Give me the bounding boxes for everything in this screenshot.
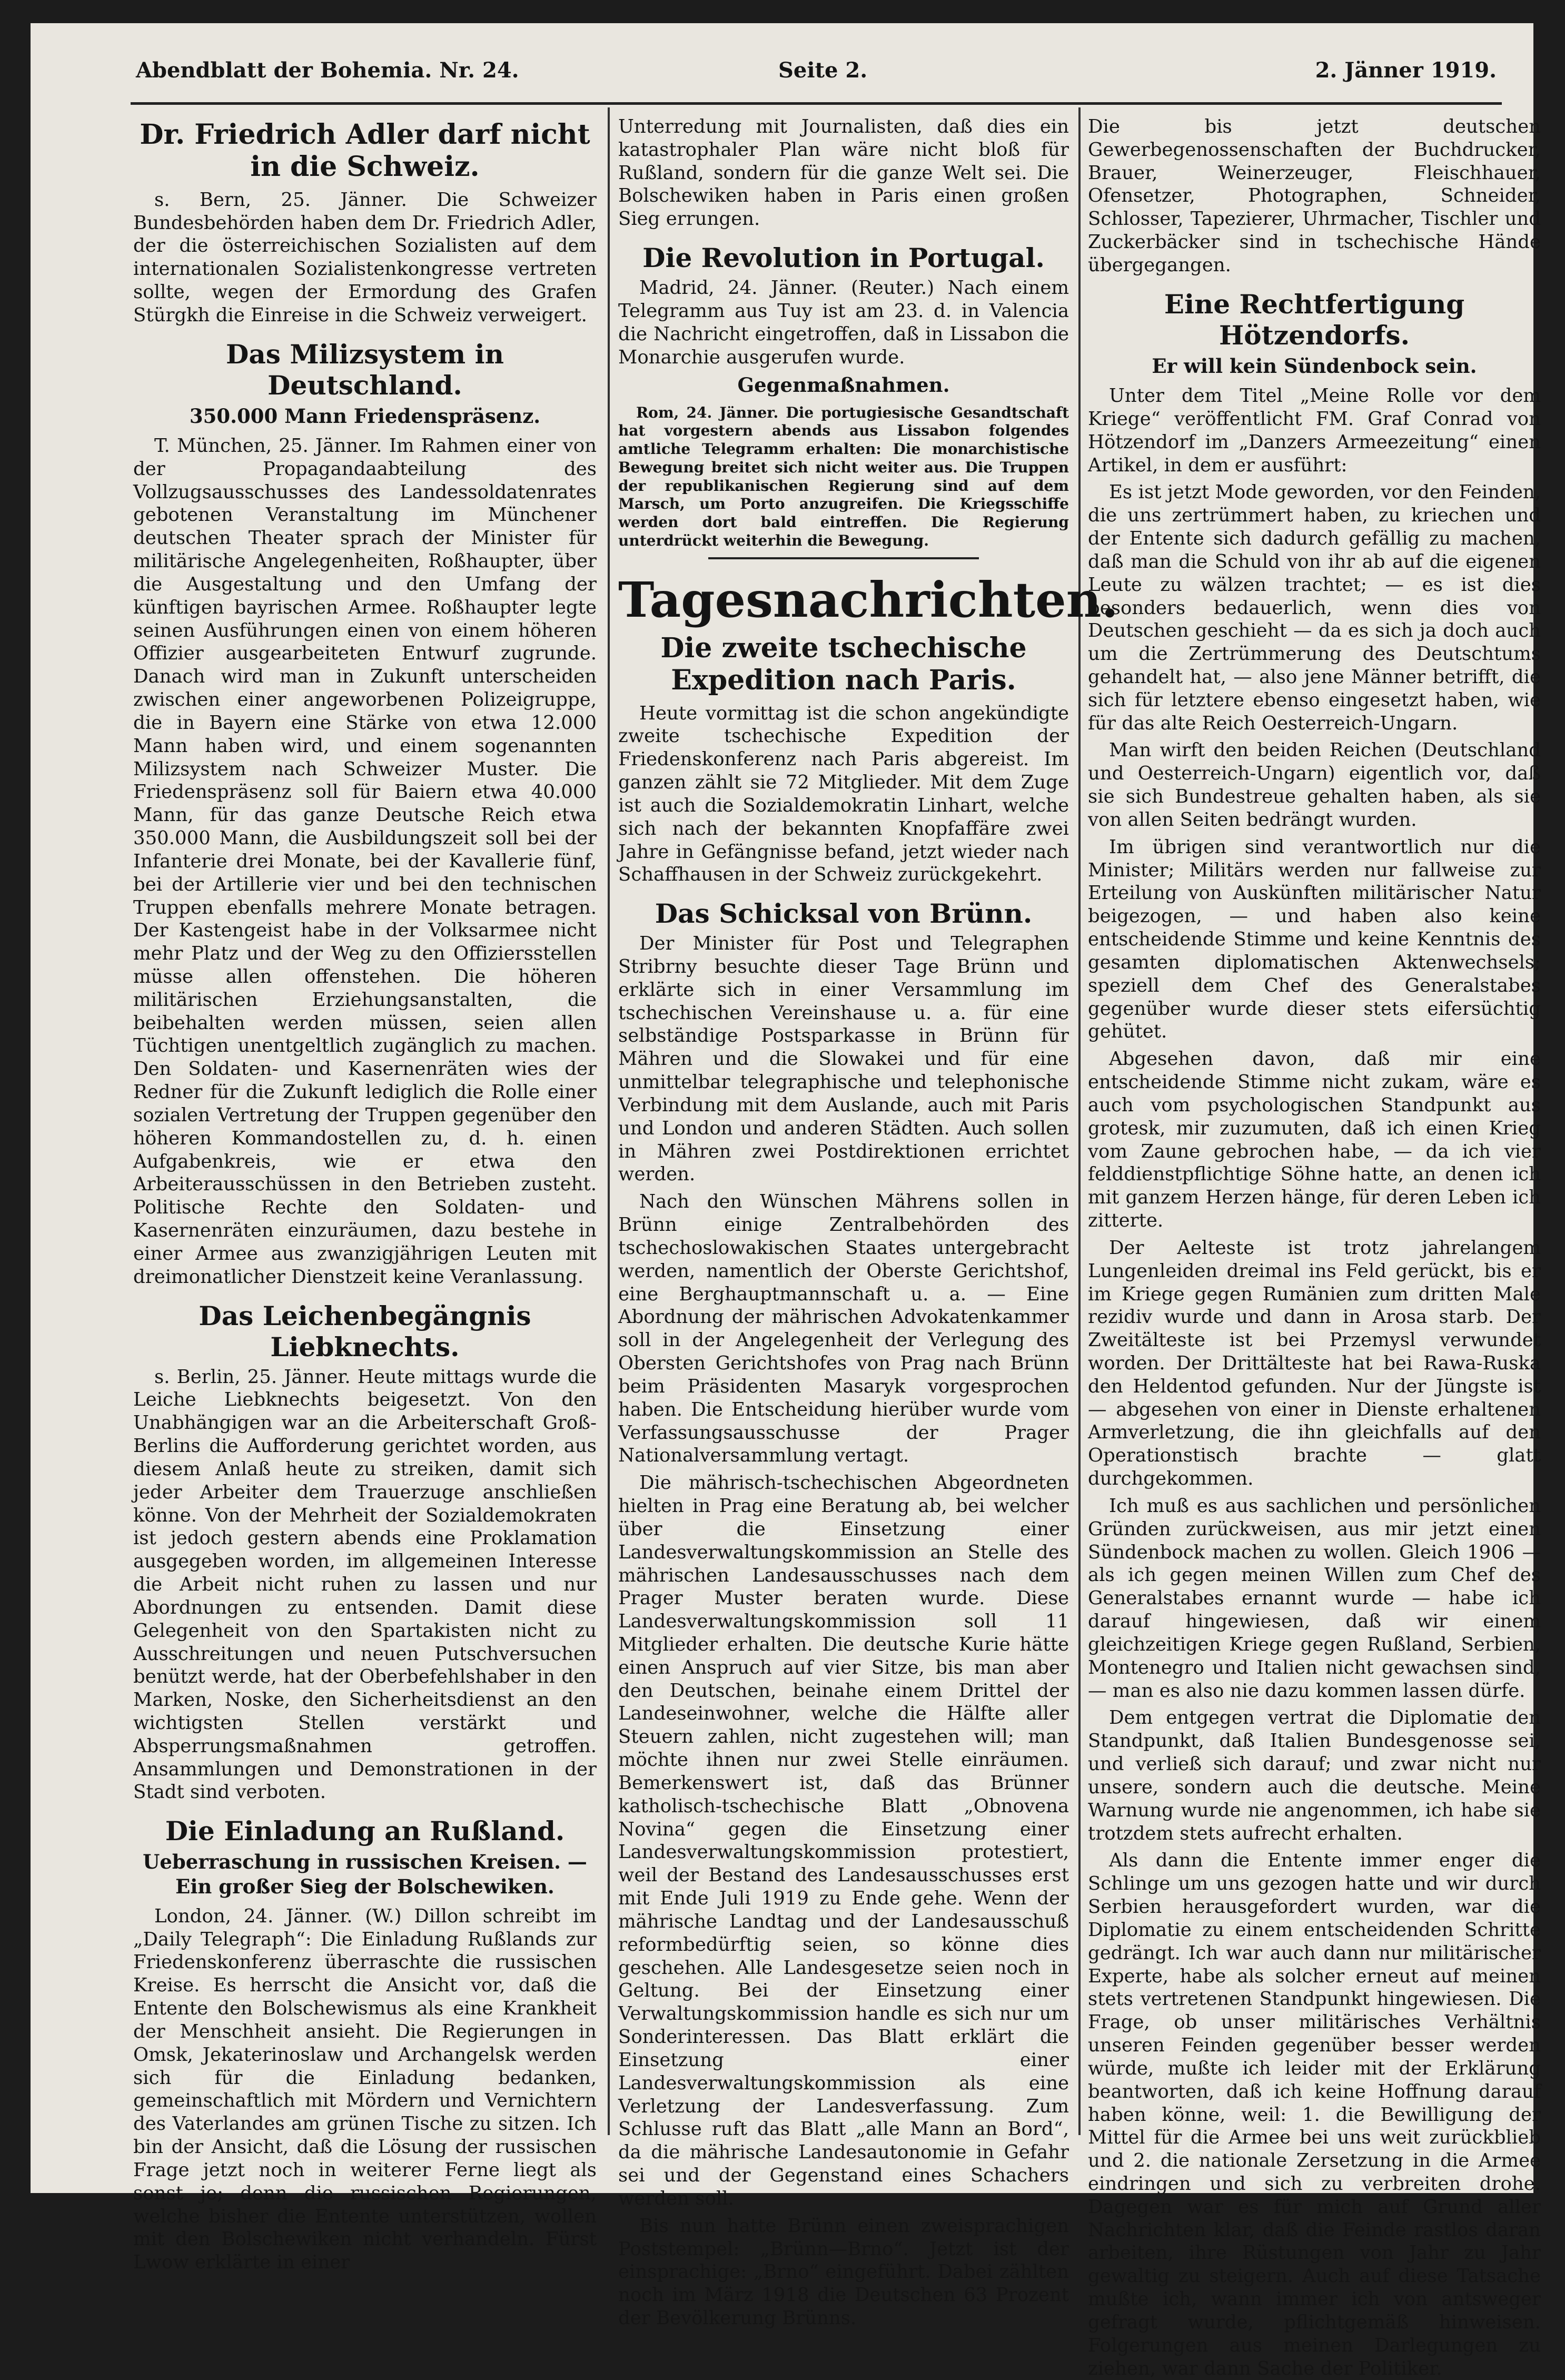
headline-milizsystem: Das Milizsystem in Deutschland. [226,338,504,401]
page-number: Seite 2. [778,58,868,83]
article-hoetzendorf-p3: Man wirft den beiden Reichen (Deutschland und Oesterreich-Ungarn) eigentlich vor, daß sie sich Bundestreue gehalten haben, als sie von allen Seiten bedrängt wurden. [1088,739,1541,831]
article-expedition-text: Heute vormittag ist die schon angekündigte zweite tschechische Expedition der Friedenskonferenz nach Paris abgereist. Im ganzen zählt sie 72 Mitglieder. Mit dem Zuge ist auch die Sozialdemokratin Linhart, welche sich nach der bekannten Knopfaffäre zwei Jahre in Gefängnisse befand, jetzt wieder nach Schaffhausen in der Schweiz zurückgekehrt. [618,702,1069,886]
article-hoetzendorf-p6: Der Aelteste ist trotz jahrelangem Lungenleiden dreimal ins Feld gerückt, bis er im Kriege gegen Rumänien zum dritten Male rezidiv wurde und dann in Arosa starb. Der Zweitälteste ist bei Przemysl verwundet worden. Der Drittälteste hat bei Rawa-Ruska den Heldentod gefunden. Nur der Jüngste ist — abgesehen von einer in Dienste erhaltenen Armverletzung, die ihn gleichfalls auf den Operationstisch brachte — glatt durchgekommen. [1088,1237,1541,1490]
article-bruenn-p3: Die mährisch-tschechischen Abgeordneten hielten in Prag eine Beratung ab, bei welcher über die Einsetzung einer Landesverwaltungskommission an Stelle des mährischen Landesausschusses nach dem Prager Muster beraten wurde. Diese Landesverwaltungskommission soll 11 Mitglieder erhalten. Die deutsche Kurie hätte einen Anspruch auf vier Sitze, bis man aber den Deutschen, beinahe einem Drittel der Landeseinwohner, welche die Hälfte aller Steuern zahlen, nicht zugestehen will; man möchte ihnen nur zwei Stelle einräumen. Bemerkenswert ist, daß das Brünner katholisch-tschechische Blatt „Obnovena Novina“ gegen die Einsetzung einer Landesverwaltungskommission protestiert, weil der Bestand des Landesausschusses erst mit Ende Juli 1919 zu Ende gehe. Wenn der mährische Landtag und der Landesausschuß reformbedürftig seien, so könne dies geschehen. Alle Landesgesetze seien noch in Geltung. Bei der Einsetzung einer Verwaltungskommission handle es sich nur um Sonderinteressen. Das Blatt erklärt die Einsetzung einer Landesverwaltungskommission als eine Verletzung der Landesverfassung. Zum Schlusse ruft das Blatt „alle Mann an Bord“, da die mährische Landesautonomie in Gefahr sei und der Gegenstand eines Schachers werden soll. [618,1472,1069,2209]
headline-hoetzendorf: Eine Rechtfertigung Hötzendorfs. [1164,288,1465,351]
article-einladung-text: London, 24. Jänner. (W.) Dillon schreibt im „Daily Telegraph“: Die Einladung Rußlands zur Friedenskonferenz überraschte die russischen Kreise. Es herrscht die Ansicht vor, daß die Entente den Bolschewismus als eine Krankheit der Menschheit ansieht. Die Regierungen in Omsk, Jekaterinoslaw und Archangelsk werden sich für die Einladung bedanken, gemeinschaftlich mit Mördern und Vernichtern des Vaterlandes am grünen Tische zu sitzen. Ich bin der Ansicht, daß die Lösung der russischen Frage jetzt noch in weiterer Ferne liegt als sonst je; denn die russischen Regierungen, welche bisher die Entente unterstützen, wollen mit den Bolschewiken nicht verhandeln. Fürst Lwow erklärte in einer [133,1905,597,2274]
header-rule [131,102,1502,105]
article-einladung-continued: Unterredung mit Journalisten, daß dies ein katastrophaler Plan wäre nicht bloß für Rußland, sondern für die ganze Welt sei. Die Bolschewiken haben in Paris einen großen Sieg errungen. [618,116,1069,230]
newspaper-page [31,23,1541,2379]
headline-portugal: Die Revolution in Portugal. [642,242,1045,274]
article-hoetzendorf-p2: Es ist jetzt Mode geworden, vor den Feinden, die uns zertrümmert haben, zu kriechen und der Entente sich dadurch gefällig zu machen, daß man die Schuld von ihr ab auf die eigenen Leute zu wälzen trachtet; — es ist dies besonders bedauerlich, wenn dies von Deutschen geschieht — da es sich ja doch auch um die Zertrümmerung des Deutschtums gehandelt hat, — also jene Männer betrifft, die sich für letztere ebenso eingesetzt haben, wie für das alte Reich Oesterreich-Ungarn. [1088,481,1541,734]
issue-date: 2. Jänner 1919. [1315,58,1497,83]
article-bruenn-continued: Die bis jetzt deutschen Gewerbegenossenschaften der Buchdrucker, Brauer, Weinerzeuger, Fleischhauer, Ofensetzer, Photographen, Schneider, Schlosser, Tapezierer, Uhrmacher, Tischler und Zuckerbäcker sind in tschechische Hände übergegangen. [1088,116,1541,276]
article-milizsystem-text: T. München, 25. Jänner. Im Rahmen einer von der Propagandaabteilung des Vollzugsausschusses des Landessoldatenrates gebotenen Veranstaltung im Münchener deutschen Theater sprach der Minister für militärische Angelegenheiten, Roßhaupter, über die Ausgestaltung und den Umfang der künftigen bayrischen Armee. Roßhaupter legte seinen Ausführungen einen von einem höheren Offizier ausgearbeiteten Entwurf zugrunde. Danach wird man in Zukunft unterscheiden zwischen einer angeworbenen Polizeigruppe, die in Bayern eine Stärke von etwa 12.000 Mann haben wird, und einem sogenannten Milizsystem nach Schweizer Muster. Die Friedenspräsenz soll für Baiern etwa 40.000 Mann, für das ganze Deutsche Reich etwa 350.000 Mann, die Ausbildungszeit soll bei der Infanterie drei Monate, bei der Kavallerie fünf, bei der Artillerie vier und bei den technischen Truppen ebenfalls mehrere Monate betragen. Der Kastengeist habe in der Volksarmee nicht mehr Platz und der Weg zu den Offiziersstellen müsse allen offenstehen. Die höheren militärischen Erziehungsanstalten, die beibehalten werden müssen, seien allen Tüchtigen unentgeltlich zugänglich zu machen. Den Soldaten- und Kasernenräten wies der Redner für die Zukunft lediglich die Rolle einer sozialen Vertretung der Truppen gegenüber den höheren Kommandostellen zu, d. h. einen Aufgabenkreis, wie er etwa den Arbeiterausschüssen in den Betrieben zusteht. Politische Rechte den Soldaten- und Kasernenräten einzuräumen, dazu bestehe in einer Armee aus zwanzigjährigen Leuten mit dreimonatlicher Dienstzeit keine Veranlassung. [133,434,597,1288]
subheadline-gegenmassnahmen: Gegenmaßnahmen. [737,373,950,397]
headline-bruenn: Das Schicksal von Brünn. [655,898,1033,930]
article-bruenn-p2: Nach den Wünschen Mährens sollen in Brünn einige Zentralbehörden des tschechoslowakischen Staates untergebracht werden, namentlich der Oberste Gerichtshof, eine Berghauptmannschaft u. a. — Eine Abordnung der mährischen Advokatenkammer soll in der Angelegenheit der Verlegung des Obersten Gerichtshofes von Prag nach Brünn beim Präsidenten Masaryk vorgesprochen haben. Die Entscheidung hierüber wurde vom Verfassungsausschusse der Prager Nationalversammlung vertagt. [618,1191,1069,1467]
article-bruenn-p4: Bis nun hatte Brünn einen zweisprachigen Poststempel: „Brünn—Brno“. Jetzt ist der einsprachige: „Brno“ eingeführt. Dabei zählten noch im März 1918 die Deutschen 63 Prozent der Bevölkerung Brünns. [618,2215,1069,2329]
subheadline-einladung: Ueberraschung in russischen Kreisen. — Ein großer Sieg der Bolschewiken. [143,1850,587,1898]
article-portugal-text: Madrid, 24. Jänner. (Reuter.) Nach einem Telegramm aus Tuy ist am 23. d. in Valencia die Nachricht eingetroffen, daß in Lissabon die Monarchie ausgerufen wurde. [618,277,1069,368]
headline-adler: Dr. Friedrich Adler darf nicht in die Schweiz. [140,118,590,183]
section-title-tagesnachrichten: Tagesnachrichten. [618,571,1118,629]
article-bruenn-p1: Der Minister für Post und Telegraphen Stribrny besuchte dieser Tage Brünn und erklärte sich in einer Versammlung im tschechischen Vereinshause u. a. für eine selbständige Postsparkasse in Brünn für Mähren und die Slowakei und für eine unmittelbar telegraphische und telephonische Verbindung mit dem Auslande, auch mit Paris und London und anderen Städten. Auch sollen in Mähren zwei Postdirektionen errichtet werden. [618,933,1069,1186]
article-liebknecht-text: s. Berlin, 25. Jänner. Heute mittags wurde die Leiche Liebknechts beigesetzt. Von den Unabhängigen war an die Arbeiterschaft Groß-Berlins die Aufforderung gerichtet worden, aus diesem Anlaß heute zu streiken, damit sich jeder Arbeiter dem Trauerzuge anschließen könne. Von der Mehrheit der Sozialdemokraten ist jedoch gestern abends eine Proklamation ausgegeben worden, im allgemeinen Interesse die Arbeit nicht ruhen zu lassen und nur Abordnungen zu entsenden. Damit diese Gelegenheit von den Spartakisten nicht zu Ausschreitungen und neuen Putschversuchen benützt werde, hat der Oberbefehlshaber in den Marken, Noske, den Sicherheitsdienst an den wichtigsten Stellen verstärkt und Absperrungsmaßnahmen getroffen. Ansammlungen und Demonstrationen in der Stadt sind verboten. [133,1366,597,1803]
article-hoetzendorf-p9: Als dann die Entente immer enger die Schlinge um uns gezogen hatte und wir durch Serbien herausgefordert wurden, war die Diplomatie zu einem entscheidenden Schritte gedrängt. Ich war auch dann nur militärischer Experte, habe als solcher erneut auf meinen stets vertretenen Standpunkt hingewiesen. Die Frage, ob unser militärisches Verhältnis unseren Feinden gegenüber besser werden würde, mußte ich leider mit der Erklärung beantworten, daß ich keine Hoffnung darauf haben könne, weil: 1. die Bewilligung der Mittel für die Armee bei uns weit zurückblieb und 2. die nationale Zersetzung in die Armee eindringen und sich zu verbreiten drohe. Dagegen war es für mich auf Grund aller Nachrichten klar, daß die Feinde rastlos daran arbeiten, ihre Rüstungen von Jahr zu Jahr gewaltig zu steigern. Auch auf diese Tatsache mußte ich, wann immer ich von antsweger gefragt wurde, pflichtgemäß hinweisen. Folgerungen aus meinen Darlegungen zu ziehen, war dann Sache der Politiker. [1088,1850,1541,2379]
section-divider [708,557,979,561]
article-hoetzendorf-p7: Ich muß es aus sachlichen und persönlichen Gründen zurückweisen, aus mir jetzt einen Sündenbock machen zu wollen. Gleich 1906 — als ich gegen meinen Willen zum Chef des Generalstabes ernannt wurde — habe ich darauf hingewiesen, daß wir einem gleichzeitigen Kriege gegen Rußland, Serbien, Montenegro und Italien nicht gewachsen sind, — man es also nie dazu kommen lassen dürfe. [1088,1495,1541,1702]
subheadline-milizsystem: 350.000 Mann Friedenspräsenz. [189,404,541,428]
page-header [136,58,1497,95]
article-hoetzendorf-p4: Im übrigen sind verantwortlich nur die Minister; Militärs werden nur fallweise zur Erteilung von Auskünften militärischer Natur beigezogen, — und haben also keine entscheidende Stimme und keine Kenntnis des gesamten diplomatischen Aktenwechsels; speziell dem Chef des Generalstabes gegenüber wurde dieser stets eifersüchtig gehütet. [1088,836,1541,1043]
headline-expedition: Die zweite tschechische Expedition nach Paris. [660,631,1027,697]
column-rule-2 [1078,107,1081,2135]
masthead-left: Abendblatt der Bohemia. Nr. 24. [136,58,519,83]
article-hoetzendorf-p5: Abgesehen davon, daß mir eine entscheidende Stimme nicht zukam, wäre es auch vom psychologischen Standpunkt aus grotesk, mir zuzumuten, daß ich einen Krieg vom Zaune gebrochen habe, — da ich vier felddienstpflichtige Söhne hatte, an denen ich mit ganzem Herzen hänge, für deren Leben ich zitterte. [1088,1048,1541,1232]
article-adler-text: s. Bern, 25. Jänner. Die Schweizer Bundesbehörden haben dem Dr. Friedrich Adler, der die österreichischen Sozialisten auf dem internationalen Sozialistenkongresse vertreten sollte, wegen der Ermordung des Grafen Stürgkh die Einreise in die Schweiz verweigert. [133,189,597,326]
headline-liebknecht: Das Leichenbegängnis Liebknechts. [199,1300,531,1362]
article-gegenmassnahmen-text: Rom, 24. Jänner. Die portugiesische Gesandtschaft hat vorgestern abends aus Lissabon folgendes amtliche Telegramm erhalten: Die monarchistische Bewegung breitet sich nicht weiter aus. Die Truppen der republikanischen Regierung sind auf dem Marsch, um Porto anzugreifen. Die Kriegsschiffe werden dort bald eintreffen. Die Regierung unterdrückt weiterhin die Bewegung. [618,403,1069,549]
column-rule-1 [608,107,610,2135]
column-3 [1088,115,1541,2379]
column-1 [133,115,597,2274]
headline-einladung: Die Einladung an Rußland. [165,1815,565,1847]
column-2 [618,115,1118,2329]
article-hoetzendorf-p1: Unter dem Titel „Meine Rolle vor dem Kriege“ veröffentlicht FM. Graf Conrad von Hötzendorf im „Danzers Armeezeitung“ einen Artikel, in dem er ausführt: [1088,385,1541,476]
article-hoetzendorf-p8: Dem entgegen vertrat die Diplomatie den Standpunkt, daß Italien Bundesgenosse sei, und verließ sich darauf; und zwar nicht nur unsere, sondern auch die deutsche. Meine Warnung wurde nie angenommen, ich habe sie trotzdem stets aufrecht erhalten. [1088,1707,1541,1844]
subheadline-hoetzendorf: Er will kein Sündenbock sein. [1152,354,1477,378]
